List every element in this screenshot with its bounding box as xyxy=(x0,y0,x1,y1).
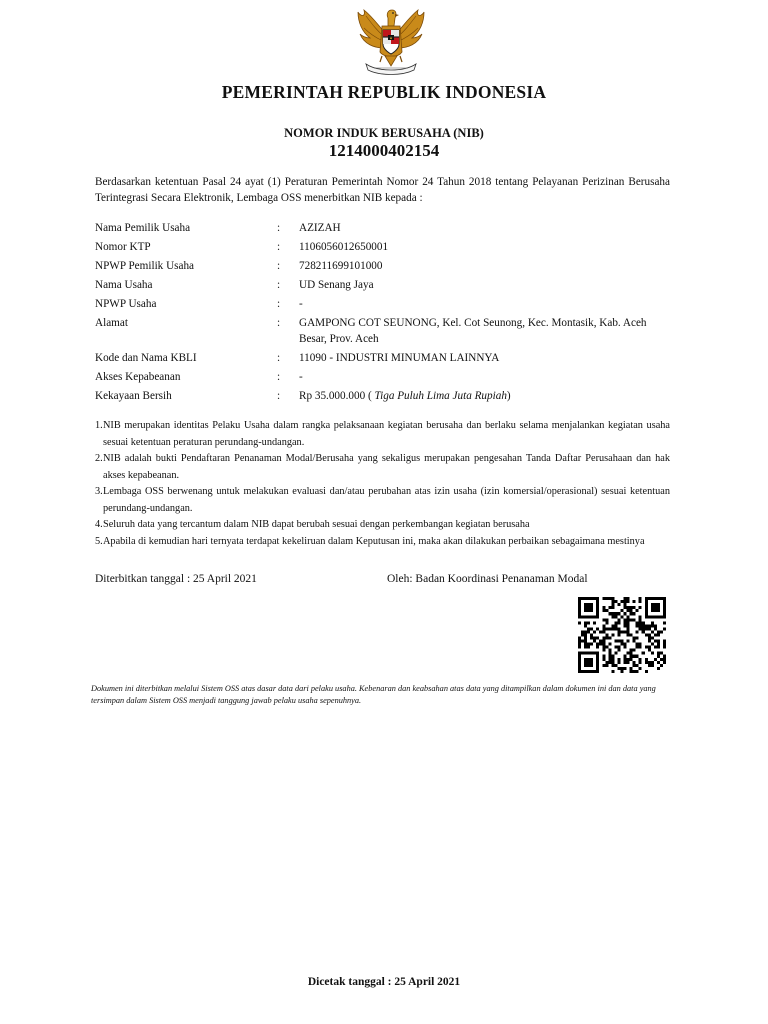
note-item xyxy=(95,517,670,534)
field-label: Kode dan Nama KBLI xyxy=(95,352,197,364)
document-title: PEMERINTAH REPUBLIK INDONESIA xyxy=(221,82,547,102)
note-text: Apabila di kemudian hari ternyata terdapat kekeliruan dalam Keputusan ini, maka akan dilakukan perbaikan sebagaimana mestinya xyxy=(103,535,645,547)
field-label: Nama Pemilik Usaha xyxy=(95,222,191,234)
intro-paragraph: Berdasarkan ketentuan Pasal 24 ayat (1) Peraturan Pemerintah Nomor 24 Tahun 2018 tentang Pelayanan Perizinan Berusaha Terintegrasi Secara Elektronik, Lembaga OSS menerbitkan NIB kepada : xyxy=(95,176,670,204)
note-text: Lembaga OSS berwenang untuk melakukan evaluasi dan/atau perubahan atas izin usaha (izin komersial/operasional) sesuai ketentuan perundang-undangan. xyxy=(103,486,670,514)
field-row-ktp xyxy=(95,239,675,255)
field-colon: : xyxy=(277,279,281,291)
net-assets-amount: Rp 35.000.000 ( xyxy=(299,390,372,402)
owner-fields xyxy=(95,220,675,404)
note-item xyxy=(95,451,670,484)
field-row-owner-npwp xyxy=(95,258,675,274)
field-value: GAMPONG COT SEUNONG, Kel. Cot Seunong, Kec. Montasik, Kab. Aceh Besar, Prov. Aceh xyxy=(299,317,647,345)
field-value: 1106056012650001 xyxy=(299,241,389,253)
note-item xyxy=(95,484,670,517)
field-colon: : xyxy=(277,371,281,383)
net-assets-close: ) xyxy=(506,390,511,402)
disclaimer: Dokumen ini diterbitkan melalui Sistem OSS atas dasar data dari pelaku usaha. Kebenaran dan keabsahan atas data yang ditampilkan dalam dokumen ini dan data yang tersimpan dalam Sistem OSS menjadi tanggung jawab pelaku usaha sepenuhnya. xyxy=(91,684,656,705)
field-row-owner-name xyxy=(95,220,675,236)
field-label: Nama Usaha xyxy=(95,279,153,291)
field-row-net-assets xyxy=(95,388,675,404)
field-row-address xyxy=(95,315,675,347)
net-assets-words: Tiga Puluh Lima Juta Rupiah xyxy=(374,390,507,402)
field-label: NPWP Usaha xyxy=(95,298,157,310)
field-label: Kekayaan Bersih xyxy=(95,390,172,402)
qr-code-icon[interactable] xyxy=(578,597,666,673)
note-number: 5. xyxy=(95,535,103,547)
field-row-customs-access xyxy=(95,369,675,385)
issued-by: Oleh: Badan Koordinasi Penanaman Modal xyxy=(387,573,588,585)
field-colon: : xyxy=(277,241,281,253)
field-colon: : xyxy=(277,222,281,234)
field-colon: : xyxy=(277,390,281,402)
field-colon: : xyxy=(277,317,281,329)
field-label: Alamat xyxy=(95,317,128,329)
field-value: 728211699101000 xyxy=(299,260,383,272)
note-number: 3. xyxy=(95,486,103,497)
field-colon: : xyxy=(277,352,281,364)
field-value: UD Senang Jaya xyxy=(299,279,374,291)
field-row-business-npwp xyxy=(95,296,675,312)
note-item xyxy=(95,534,670,551)
note-item xyxy=(95,418,670,451)
notes-list xyxy=(95,418,670,550)
field-colon: : xyxy=(277,260,281,272)
printed-date: Dicetak tanggal : 25 April 2021 xyxy=(307,976,461,988)
field-value: 11090 - INDUSTRI MINUMAN LAINNYA xyxy=(299,352,500,364)
note-text: NIB merupakan identitas Pelaku Usaha dalam rangka pelaksanaan kegiatan berusaha dan berlaku selama menjalankan kegiatan usaha sesuai ketentuan peraturan perundang-undangan. xyxy=(103,420,670,448)
field-row-kbli xyxy=(95,350,675,366)
field-value-net-assets xyxy=(299,388,675,404)
issued-date: Diterbitkan tanggal : 25 April 2021 xyxy=(95,573,257,585)
nib-number: 1214000402154 xyxy=(328,141,440,160)
field-colon: : xyxy=(277,298,281,310)
note-text: Seluruh data yang tercantum dalam NIB dapat berubah sesuai dengan perkembangan kegiatan berusaha xyxy=(103,519,530,530)
field-value: - xyxy=(299,298,303,310)
field-value: - xyxy=(299,371,303,383)
field-label: NPWP Pemilik Usaha xyxy=(95,260,195,272)
field-label: Akses Kepabeanan xyxy=(95,371,181,383)
field-row-business-name xyxy=(95,277,675,293)
garuda-emblem-icon xyxy=(352,6,430,76)
note-number: 4. xyxy=(95,519,103,530)
note-number: 2. xyxy=(95,453,103,464)
field-value: AZIZAH xyxy=(299,222,341,234)
note-text: NIB adalah bukti Pendaftaran Penanaman Modal/Berusaha yang sekaligus merupakan pengesahan Tanda Daftar Perusahaan dan hak akses kepabeanan. xyxy=(103,453,670,481)
note-number: 1. xyxy=(95,420,103,431)
field-label: Nomor KTP xyxy=(95,241,151,253)
document-subtitle: NOMOR INDUK BERUSAHA (NIB) xyxy=(284,126,484,140)
